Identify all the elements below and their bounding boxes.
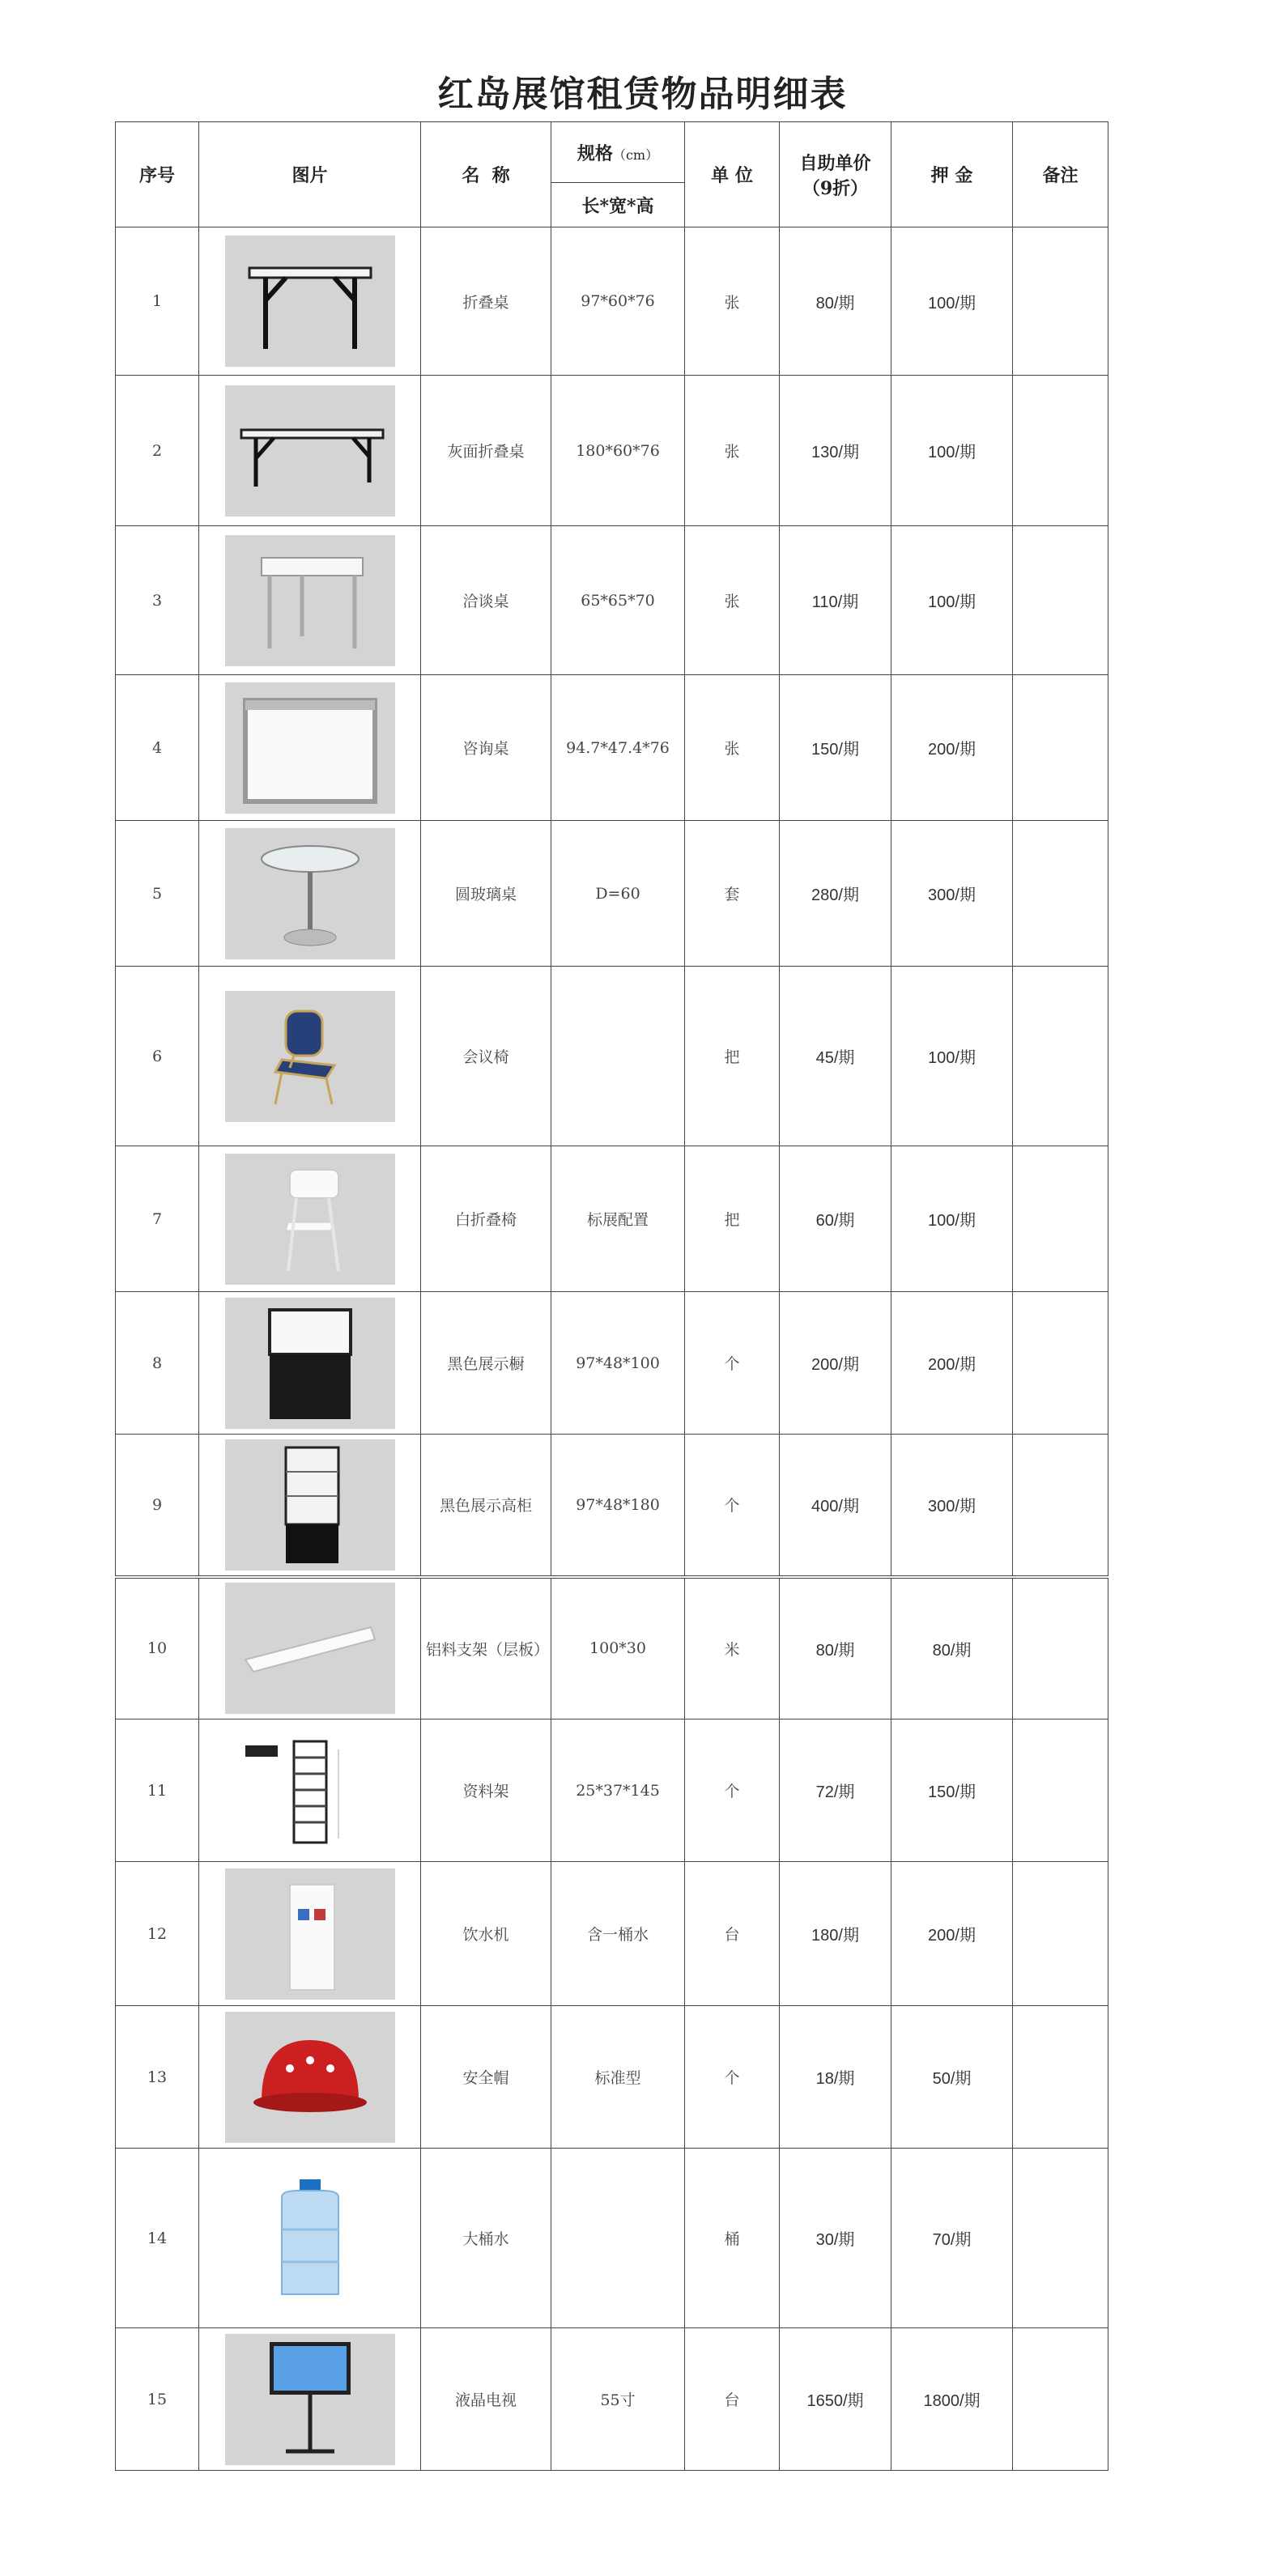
item-spec: 100*30 [551, 1577, 685, 1719]
product-image-cell [199, 1435, 421, 1577]
item-name: 折叠桌 [421, 227, 551, 376]
table-row [116, 675, 1108, 821]
table-row [116, 1292, 1108, 1435]
black-tall-cabinet-icon [225, 1439, 395, 1571]
item-price: 110/期 [780, 526, 891, 675]
item-remark [1013, 2328, 1108, 2471]
item-deposit: 200/期 [891, 1292, 1013, 1435]
table-row [116, 2006, 1108, 2149]
item-deposit: 80/期 [891, 1577, 1013, 1719]
item-unit: 个 [685, 1719, 780, 1862]
item-remark [1013, 1146, 1108, 1292]
item-price: 60/期 [780, 1146, 891, 1292]
row-number: 3 [116, 526, 199, 675]
table-row [116, 1862, 1108, 2006]
row-number: 1 [116, 227, 199, 376]
water-dispenser-icon [225, 1868, 395, 2000]
info-counter-icon [225, 682, 395, 814]
item-remark [1013, 1862, 1108, 2006]
item-name: 灰面折叠桌 [421, 376, 551, 526]
table-row [116, 1719, 1108, 1862]
item-price: 180/期 [780, 1862, 891, 2006]
row-number: 4 [116, 675, 199, 821]
item-deposit: 100/期 [891, 227, 1013, 376]
row-number: 10 [116, 1577, 199, 1719]
table-row [116, 967, 1108, 1146]
item-spec: 97*48*180 [551, 1435, 685, 1577]
page-title: 红岛展馆租赁物品明细表 [437, 74, 848, 115]
row-number: 2 [116, 376, 199, 526]
item-spec: 94.7*47.4*76 [551, 675, 685, 821]
header-price [780, 122, 891, 227]
item-spec: 55寸 [551, 2328, 685, 2471]
item-price: 150/期 [780, 675, 891, 821]
table-row [116, 376, 1108, 526]
round-glass-table-icon [225, 828, 395, 959]
item-remark [1013, 1435, 1108, 1577]
header-image: 图片 [199, 122, 421, 227]
row-number: 8 [116, 1292, 199, 1435]
item-name: 安全帽 [421, 2006, 551, 2149]
item-spec: 标准型 [551, 2006, 685, 2149]
header-seq: 序号 [116, 122, 199, 227]
item-price: 130/期 [780, 376, 891, 526]
item-spec: 97*48*100 [551, 1292, 685, 1435]
lcd-tv-icon [225, 2334, 395, 2465]
item-deposit: 150/期 [891, 1719, 1013, 1862]
product-image-cell [199, 2006, 421, 2149]
header-spec-unit: （cm） [612, 147, 659, 163]
item-unit: 张 [685, 526, 780, 675]
item-remark [1013, 1292, 1108, 1435]
item-price: 18/期 [780, 2006, 891, 2149]
product-image-cell [199, 1719, 421, 1862]
item-spec [551, 967, 685, 1146]
item-remark [1013, 526, 1108, 675]
conference-chair-icon [225, 991, 395, 1122]
item-spec: D=60 [551, 821, 685, 967]
item-remark [1013, 2006, 1108, 2149]
item-spec: 65*65*70 [551, 526, 685, 675]
item-price: 80/期 [780, 1577, 891, 1719]
product-image-cell [199, 1146, 421, 1292]
row-number: 13 [116, 2006, 199, 2149]
row-number: 9 [116, 1435, 199, 1577]
product-image-cell [199, 675, 421, 821]
header-price-line2: （9折） [802, 177, 869, 199]
product-image-cell [199, 2149, 421, 2328]
item-deposit: 200/期 [891, 1862, 1013, 2006]
item-unit: 张 [685, 227, 780, 376]
header-spec [551, 122, 685, 183]
item-deposit: 50/期 [891, 2006, 1013, 2149]
row-number: 7 [116, 1146, 199, 1292]
negotiation-table-icon [225, 535, 395, 666]
item-name: 咨询桌 [421, 675, 551, 821]
item-deposit: 100/期 [891, 526, 1013, 675]
item-remark [1013, 376, 1108, 526]
item-deposit: 100/期 [891, 967, 1013, 1146]
product-image-cell [199, 526, 421, 675]
item-unit: 桶 [685, 2149, 780, 2328]
item-unit: 套 [685, 821, 780, 967]
item-name: 会议椅 [421, 967, 551, 1146]
product-image-cell [199, 1862, 421, 2006]
table-row [116, 1435, 1108, 1577]
item-name: 黑色展示橱 [421, 1292, 551, 1435]
item-unit: 个 [685, 1292, 780, 1435]
item-price: 1650/期 [780, 2328, 891, 2471]
white-folding-chair-icon [225, 1154, 395, 1285]
header-unit: 单 位 [685, 122, 780, 227]
item-unit: 把 [685, 967, 780, 1146]
header-remark: 备注 [1013, 122, 1108, 227]
item-unit: 个 [685, 2006, 780, 2149]
header-price-line1: 自助单价 [799, 152, 871, 174]
black-showcase-icon [225, 1298, 395, 1429]
item-price: 72/期 [780, 1719, 891, 1862]
item-remark [1013, 2149, 1108, 2328]
row-number: 12 [116, 1862, 199, 2006]
item-deposit: 300/期 [891, 821, 1013, 967]
header-spec-label: 规格 [577, 142, 613, 164]
brochure-rack-icon [225, 1725, 395, 1856]
item-deposit: 70/期 [891, 2149, 1013, 2328]
item-unit: 张 [685, 376, 780, 526]
product-image-cell [199, 376, 421, 526]
product-image-cell [199, 967, 421, 1146]
table-row [116, 2149, 1108, 2328]
table-row [116, 227, 1108, 376]
item-remark [1013, 227, 1108, 376]
item-price: 80/期 [780, 227, 891, 376]
item-name: 圆玻璃桌 [421, 821, 551, 967]
folding-table-icon [225, 236, 395, 367]
item-name: 铝料支架（层板） [421, 1577, 551, 1719]
item-spec: 25*37*145 [551, 1719, 685, 1862]
item-deposit: 1800/期 [891, 2328, 1013, 2471]
aluminum-shelf-icon [225, 1583, 395, 1714]
item-price: 200/期 [780, 1292, 891, 1435]
product-image-cell [199, 1292, 421, 1435]
header-name: 名 称 [421, 122, 551, 227]
row-number: 6 [116, 967, 199, 1146]
item-unit: 台 [685, 2328, 780, 2471]
item-spec: 97*60*76 [551, 227, 685, 376]
item-deposit: 200/期 [891, 675, 1013, 821]
product-image-cell [199, 821, 421, 967]
table-row [116, 526, 1108, 675]
item-remark [1013, 821, 1108, 967]
item-deposit: 100/期 [891, 376, 1013, 526]
item-remark [1013, 1719, 1108, 1862]
table-row [116, 1146, 1108, 1292]
item-remark [1013, 675, 1108, 821]
item-unit: 台 [685, 1862, 780, 2006]
header-row [116, 122, 1108, 183]
item-name: 资料架 [421, 1719, 551, 1862]
water-bottle-icon [225, 2173, 395, 2304]
item-price: 400/期 [780, 1435, 891, 1577]
item-spec [551, 2149, 685, 2328]
item-deposit: 100/期 [891, 1146, 1013, 1292]
item-unit: 个 [685, 1435, 780, 1577]
product-image-cell [199, 2328, 421, 2471]
item-name: 饮水机 [421, 1862, 551, 2006]
product-image-cell [199, 1577, 421, 1719]
item-name: 大桶水 [421, 2149, 551, 2328]
item-price: 45/期 [780, 967, 891, 1146]
item-price: 280/期 [780, 821, 891, 967]
row-number: 11 [116, 1719, 199, 1862]
item-spec: 标展配置 [551, 1146, 685, 1292]
header-deposit: 押 金 [891, 122, 1013, 227]
row-number: 15 [116, 2328, 199, 2471]
item-remark [1013, 967, 1108, 1146]
table-row [116, 1577, 1108, 1719]
item-remark [1013, 1577, 1108, 1719]
item-deposit: 300/期 [891, 1435, 1013, 1577]
row-number: 14 [116, 2149, 199, 2328]
item-spec: 含一桶水 [551, 1862, 685, 2006]
item-name: 洽谈桌 [421, 526, 551, 675]
item-unit: 把 [685, 1146, 780, 1292]
item-name: 白折叠椅 [421, 1146, 551, 1292]
item-spec: 180*60*76 [551, 376, 685, 526]
item-price: 30/期 [780, 2149, 891, 2328]
item-unit: 米 [685, 1577, 780, 1719]
item-name: 液晶电视 [421, 2328, 551, 2471]
gray-folding-table-icon [225, 385, 395, 516]
table-row [116, 821, 1108, 967]
safety-helmet-icon [225, 2012, 395, 2143]
header-spec-dimensions: 长*宽*高 [551, 183, 685, 227]
row-number: 5 [116, 821, 199, 967]
item-name: 黑色展示高柜 [421, 1435, 551, 1577]
rental-items-table [115, 121, 1108, 2471]
table-row [116, 2328, 1108, 2471]
product-image-cell [199, 227, 421, 376]
item-unit: 张 [685, 675, 780, 821]
